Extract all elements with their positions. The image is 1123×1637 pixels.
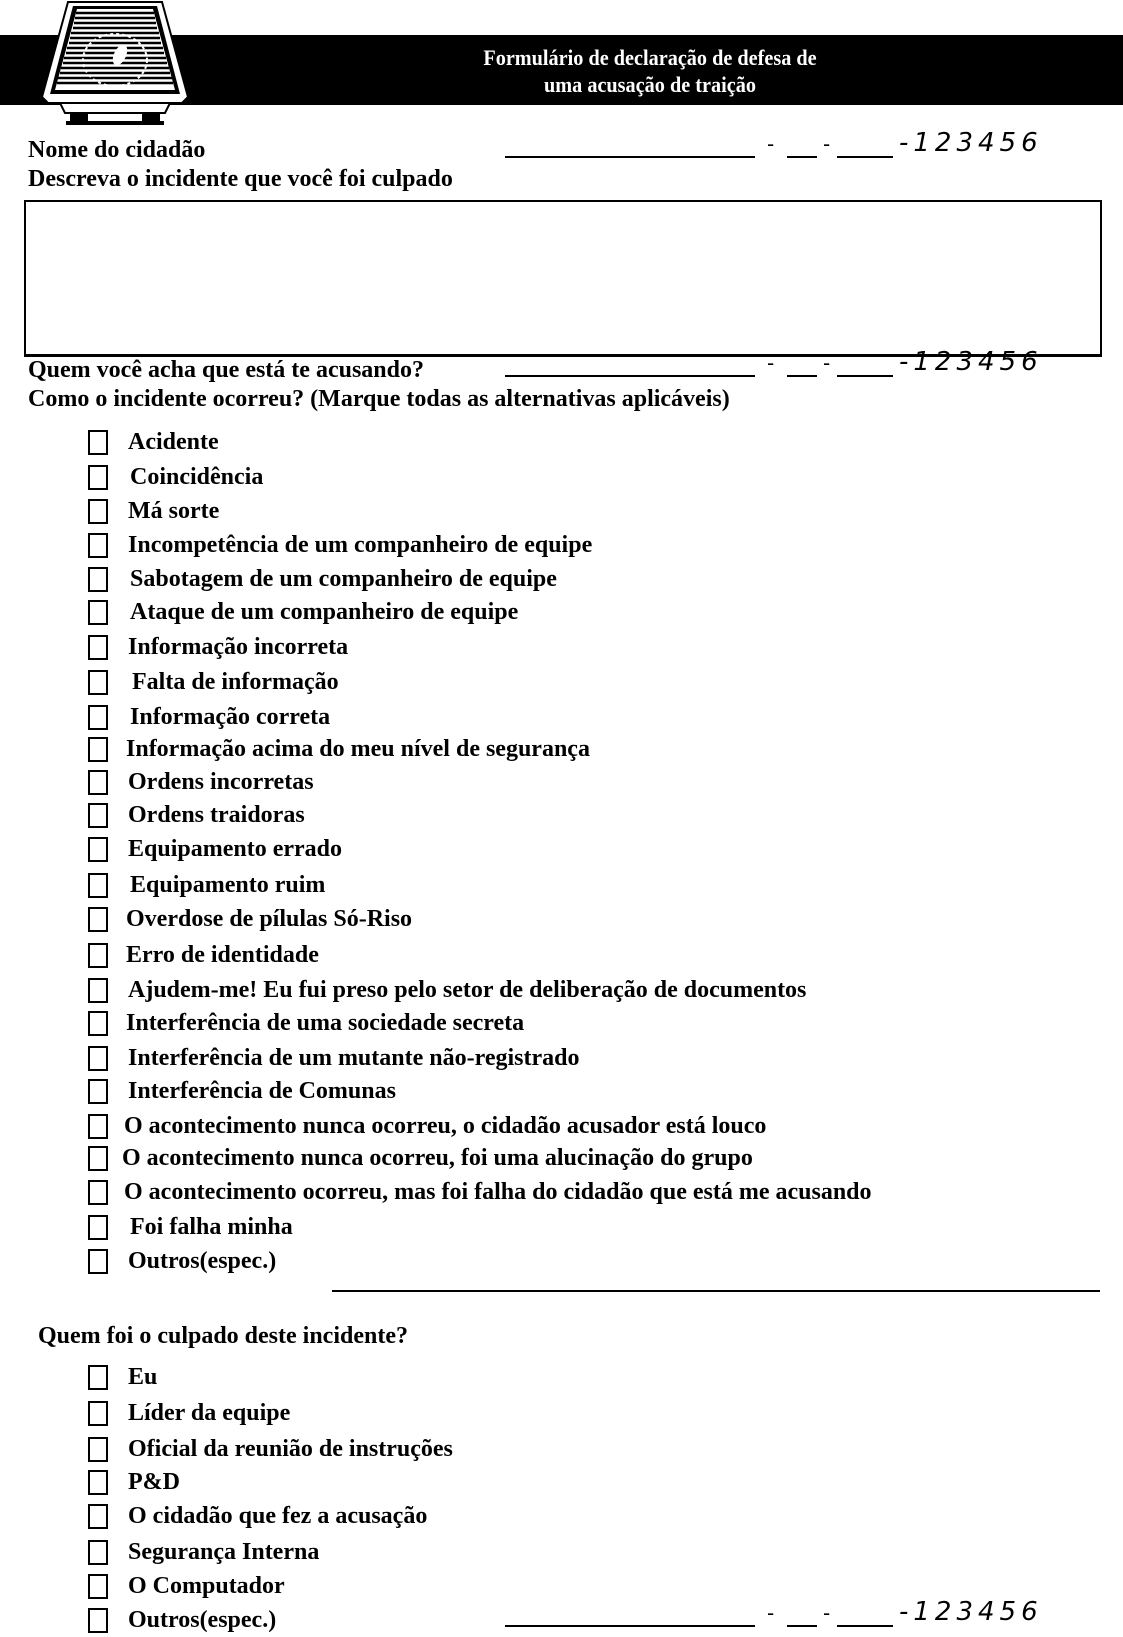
how-option[interactable]: Ordens traidoras — [88, 798, 305, 832]
how-option[interactable]: Erro de identidade — [88, 938, 319, 972]
how-option[interactable]: Acidente — [88, 425, 219, 459]
checkbox[interactable] — [88, 1180, 108, 1205]
checkbox[interactable] — [88, 1249, 108, 1274]
incident-description-textbox[interactable] — [24, 200, 1102, 357]
id-separator: - — [823, 1601, 831, 1625]
checkbox[interactable] — [88, 600, 108, 625]
id-separator: - — [767, 1601, 775, 1625]
id-separator: - — [767, 351, 775, 375]
who-other-field[interactable] — [505, 1597, 1105, 1631]
checkbox[interactable] — [88, 803, 108, 828]
form-title-line2: uma acusação de traição — [544, 72, 756, 97]
how-option[interactable]: Informação acima do meu nível de segurança — [88, 732, 590, 766]
how-option[interactable]: O acontecimento nunca ocorreu, o cidadão acusador está louco — [88, 1109, 766, 1143]
form-title-line1: Formulário de declaração de defesa de — [483, 45, 817, 70]
id-suffix: -123456 — [899, 1597, 1043, 1627]
how-option[interactable]: Sabotagem de um companheiro de equipe — [88, 562, 557, 596]
how-option[interactable]: Coincidência — [88, 460, 263, 494]
how-option[interactable]: O acontecimento nunca ocorreu, foi uma alucinação do grupo — [88, 1141, 753, 1175]
accuser-label: Quem você acha que está te acusando? — [28, 357, 424, 383]
checkbox[interactable] — [88, 1079, 108, 1104]
checkbox[interactable] — [88, 943, 108, 968]
how-option[interactable]: Ataque de um companheiro de equipe — [88, 595, 518, 629]
id-separator: - — [823, 132, 831, 156]
checkbox[interactable] — [88, 1401, 108, 1426]
checkbox[interactable] — [88, 1011, 108, 1036]
checkbox[interactable] — [88, 1504, 108, 1529]
who-option[interactable]: Oficial da reunião de instruções — [88, 1432, 453, 1466]
checkbox[interactable] — [88, 1470, 108, 1495]
id-suffix: -123456 — [899, 347, 1043, 377]
who-option[interactable]: O Computador — [88, 1569, 285, 1603]
who-label: Quem foi o culpado deste incidente? — [38, 1323, 408, 1349]
checkbox[interactable] — [88, 737, 108, 762]
checkbox[interactable] — [88, 1574, 108, 1599]
how-option[interactable]: Informação incorreta — [88, 630, 348, 664]
who-option-other[interactable]: Outros(espec.) — [88, 1603, 276, 1637]
computer-monitor-icon — [40, 0, 190, 125]
how-option[interactable]: Interferência de uma sociedade secreta — [88, 1006, 524, 1040]
how-option[interactable]: Equipamento ruim — [88, 868, 325, 902]
how-option[interactable]: Interferência de Comunas — [88, 1074, 396, 1108]
id-separator: - — [823, 351, 831, 375]
how-label: Como o incidente ocorreu? (Marque todas as alternativas aplicáveis) — [28, 386, 730, 412]
how-option[interactable]: Ordens incorretas — [88, 765, 314, 799]
checkbox[interactable] — [88, 978, 108, 1003]
id-suffix: -123456 — [899, 128, 1043, 158]
checkbox[interactable] — [88, 1215, 108, 1240]
checkbox[interactable] — [88, 1540, 108, 1565]
checkbox[interactable] — [88, 635, 108, 660]
form-title — [438, 44, 861, 98]
checkbox[interactable] — [88, 1046, 108, 1071]
checkbox[interactable] — [88, 670, 108, 695]
how-option[interactable]: Má sorte — [88, 494, 219, 528]
checkbox[interactable] — [88, 465, 108, 490]
how-option[interactable]: Informação correta — [88, 700, 330, 734]
how-option[interactable]: O acontecimento ocorreu, mas foi falha do cidadão que está me acusando — [88, 1175, 872, 1209]
how-option-other[interactable]: Outros(espec.) — [88, 1244, 276, 1278]
how-option[interactable]: Incompetência de um companheiro de equipe — [88, 528, 592, 562]
who-option[interactable]: Eu — [88, 1360, 157, 1394]
how-option[interactable]: Foi falha minha — [88, 1210, 293, 1244]
checkbox[interactable] — [88, 1608, 108, 1633]
who-option[interactable]: Líder da equipe — [88, 1396, 290, 1430]
who-option[interactable]: O cidadão que fez a acusação — [88, 1499, 427, 1533]
describe-label: Descreva o incidente que você foi culpado — [28, 166, 453, 192]
checkbox[interactable] — [88, 705, 108, 730]
checkbox[interactable] — [88, 1437, 108, 1462]
accuser-field[interactable] — [505, 347, 1105, 381]
who-option[interactable]: P&D — [88, 1465, 180, 1499]
checkbox[interactable] — [88, 837, 108, 862]
checkbox[interactable] — [88, 770, 108, 795]
checkbox[interactable] — [88, 873, 108, 898]
checkbox[interactable] — [88, 533, 108, 558]
citizen-name-label: Nome do cidadão — [28, 137, 206, 163]
id-separator: - — [767, 132, 775, 156]
checkbox[interactable] — [88, 430, 108, 455]
checkbox[interactable] — [88, 907, 108, 932]
checkbox[interactable] — [88, 567, 108, 592]
checkbox[interactable] — [88, 1114, 108, 1139]
how-other-specify-line[interactable] — [332, 1290, 1100, 1292]
how-option[interactable]: Ajudem-me! Eu fui preso pelo setor de deliberação de documentos — [88, 973, 806, 1007]
how-option[interactable]: Overdose de pílulas Só-Riso — [88, 902, 412, 936]
how-option[interactable]: Interferência de um mutante não-registrado — [88, 1041, 579, 1075]
how-option[interactable]: Equipamento errado — [88, 832, 342, 866]
checkbox[interactable] — [88, 1146, 108, 1171]
citizen-name-field[interactable] — [505, 128, 1105, 162]
how-option[interactable]: Falta de informação — [88, 665, 339, 699]
checkbox[interactable] — [88, 499, 108, 524]
who-option[interactable]: Segurança Interna — [88, 1535, 319, 1569]
checkbox[interactable] — [88, 1365, 108, 1390]
